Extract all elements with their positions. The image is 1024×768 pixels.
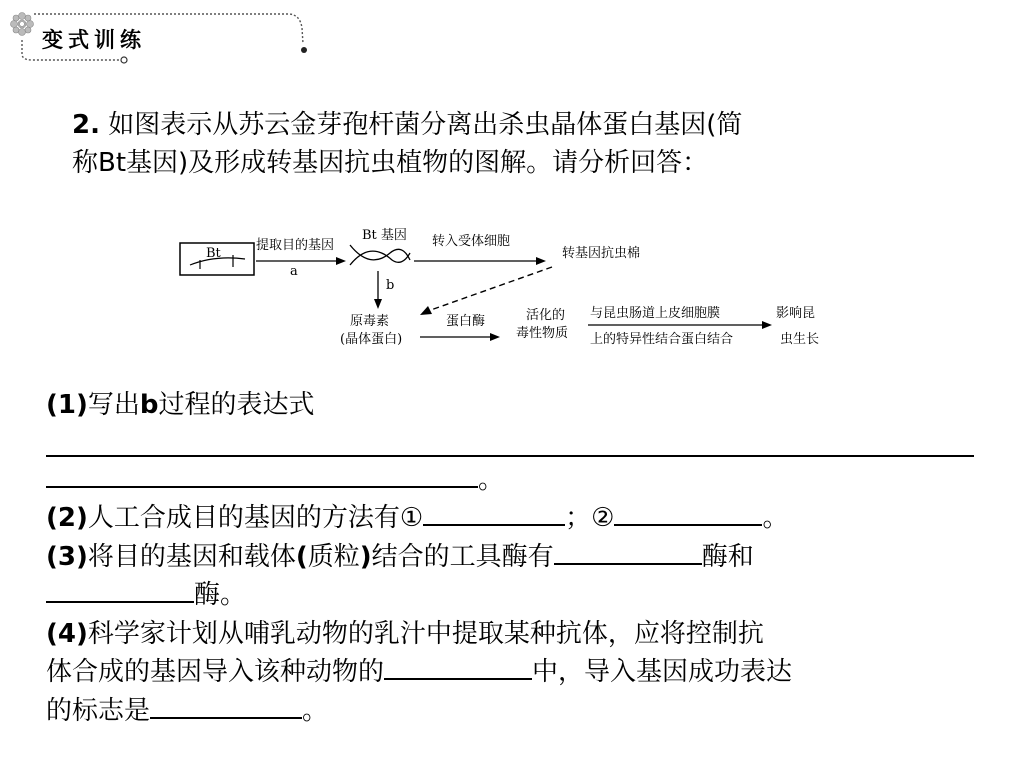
section-title: 变式训练 — [42, 28, 146, 52]
product-label: 转基因抗虫棉 — [562, 246, 641, 261]
activated-line1: 活化的 — [526, 308, 566, 323]
gene-label: Bt 基因 — [362, 228, 407, 243]
q3-end: 酶。 — [194, 580, 247, 610]
effect-line2: 虫生长 — [780, 332, 820, 347]
activated-line2: 毒性物质 — [516, 326, 569, 341]
q2-number: (2) — [46, 503, 88, 533]
enzyme-label: 蛋白酶 — [446, 314, 486, 329]
q4 — [46, 615, 996, 654]
q3-paren-open: ( — [295, 541, 308, 572]
q3-blank-1[interactable] — [554, 541, 702, 565]
q1-b: b — [139, 390, 159, 420]
q2-blank-2[interactable] — [614, 502, 762, 526]
q1 — [46, 386, 996, 425]
protoxin-line2: (晶体蛋白) — [340, 332, 403, 347]
q1-end: 。 — [478, 464, 505, 495]
q4-line2-a: 体合成的基因导入该种动物的 — [46, 657, 385, 687]
q4-line2-b: 中，导入基因成功表达 — [532, 657, 793, 687]
q4-blank-1[interactable] — [384, 656, 532, 680]
sub-questions — [46, 386, 996, 730]
q1-answer-blank-1[interactable] — [46, 433, 974, 457]
q2-blank-1[interactable] — [423, 502, 565, 526]
step-a-text: 提取目的基因 — [256, 238, 335, 253]
step-a-label: a — [290, 264, 298, 279]
question-number: 2. — [72, 110, 100, 140]
q3 — [46, 538, 996, 577]
q3-blank-2[interactable] — [46, 579, 194, 603]
protoxin-line1: 原毒素 — [350, 314, 390, 329]
q3-number: (3) — [46, 541, 88, 572]
q1-answer-blank-2[interactable] — [46, 464, 478, 488]
effect-line1: 影响昆 — [776, 306, 816, 321]
q3-text-a: 将目的基因和载体 — [87, 541, 296, 572]
q3-text-b: 质粒 — [307, 541, 360, 572]
q2-end: 。 — [762, 503, 789, 533]
q3-paren-close: ) — [359, 541, 372, 572]
q3-text-d: 酶和 — [701, 541, 754, 572]
q1-text-b: 过程的表达式 — [158, 390, 315, 420]
q4-number: (4) — [46, 618, 88, 649]
q1-number: (1) — [46, 390, 88, 420]
q3-text-c: 结合的工具酶有 — [371, 541, 554, 572]
q4-line3-b: 。 — [302, 695, 329, 726]
q4-line1: 科学家计划从哺乳动物的乳汁中提取某种抗体，应将控制抗 — [87, 618, 764, 649]
question-stem — [72, 106, 952, 182]
question-stem-line2: 称Bt基因)及形成转基因抗虫植物的图解。请分析回答： — [72, 148, 709, 178]
q2-sep: ；② — [565, 503, 615, 533]
transfer-text: 转入受体细胞 — [432, 234, 511, 249]
binding-line1: 与昆虫肠道上皮细胞膜 — [590, 306, 721, 321]
step-b-label: b — [386, 278, 395, 293]
q1-text-a: 写出 — [87, 390, 140, 420]
box-label: Bt — [206, 246, 221, 261]
question-stem-line1: 如图表示从苏云金芽孢杆菌分离出杀虫晶体蛋白基因(简 — [108, 110, 743, 140]
binding-line2: 上的特异性结合蛋白结合 — [590, 332, 734, 347]
flower-icon — [11, 13, 34, 36]
bt-gene-diagram — [170, 215, 870, 360]
q2 — [46, 499, 996, 538]
q2-text: 人工合成目的基因的方法有① — [87, 503, 424, 533]
q4-line3-a: 的标志是 — [46, 695, 151, 726]
q4-blank-2[interactable] — [150, 695, 302, 719]
